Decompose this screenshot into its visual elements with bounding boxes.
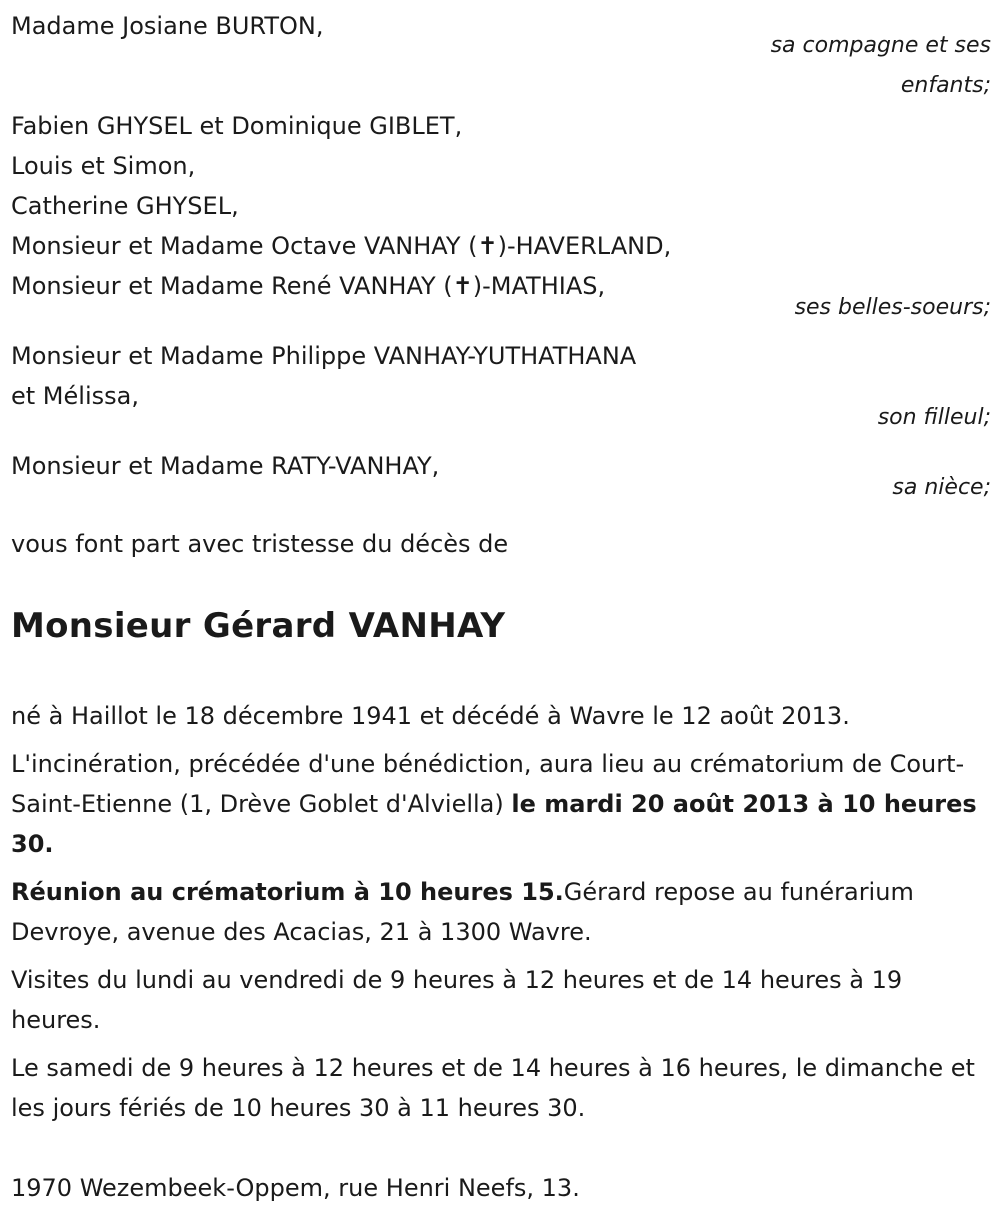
relation-niece: sa nièce; xyxy=(892,475,991,500)
family-member-louis-simon: Louis et Simon, xyxy=(11,152,196,180)
funerarium-info: Gérard repose au funérarium Devroye, avenue des Acacias, 21 à 1300 Wavre. xyxy=(11,878,914,946)
family-member-melissa: et Mélissa, xyxy=(11,382,139,410)
family-member-catherine: Catherine GHYSEL, xyxy=(11,192,239,220)
family-member-raty: Monsieur et Madame RATY-VANHAY, xyxy=(11,452,440,480)
family-member-ghysel-giblet: Fabien GHYSEL et Dominique GIBLET, xyxy=(11,112,463,140)
deceased-name: Monsieur Gérard VANHAY xyxy=(11,606,506,646)
announcement-text: vous font part avec tristesse du décès de xyxy=(11,530,509,558)
relation-sisters-in-law: ses belles-soeurs; xyxy=(794,295,991,320)
cremation-date: le mardi 20 août 2013 à 10 heures 30. xyxy=(11,790,977,858)
family-member-octave: Monsieur et Madame Octave VANHAY (✝)-HAVERLAND, xyxy=(11,232,672,260)
reunion-time: Réunion au crématorium à 10 heures 15. xyxy=(11,878,564,906)
family-member-rene: Monsieur et Madame René VANHAY (✝)-MATHIAS, xyxy=(11,272,606,300)
visits-weekdays: Visites du lundi au vendredi de 9 heures à 12 heures et de 14 heures à 19 heures. xyxy=(11,966,903,1034)
visits-weekend: Le samedi de 9 heures à 12 heures et de 14 heures à 16 heures, le dimanche et les jours fériés de 10 heures 30 à 11 heures 30. xyxy=(11,1054,975,1122)
family-address: 1970 Wezembeek-Oppem, rue Henri Neefs, 13. xyxy=(11,1174,580,1202)
relation-godson: son filleul; xyxy=(877,405,991,430)
cremation-text: L'incinération, précédée d'une bénédiction, aura lieu au crématorium de Court-Saint-Etienne (1, Drève Goblet d'Alviella) xyxy=(11,750,965,818)
family-member-philippe: Monsieur et Madame Philippe VANHAY-YUTHATHANA xyxy=(11,342,637,370)
birth-death-info: né à Haillot le 18 décembre 1941 et décédé à Wavre le 12 août 2013. xyxy=(11,702,850,730)
family-member-burton: Madame Josiane BURTON, xyxy=(11,12,324,40)
cremation-info xyxy=(11,744,991,864)
relation-companion-children: sa compagne et ses enfants; xyxy=(770,33,991,98)
obituary-notice xyxy=(11,6,991,1208)
reunion-info xyxy=(11,872,991,952)
